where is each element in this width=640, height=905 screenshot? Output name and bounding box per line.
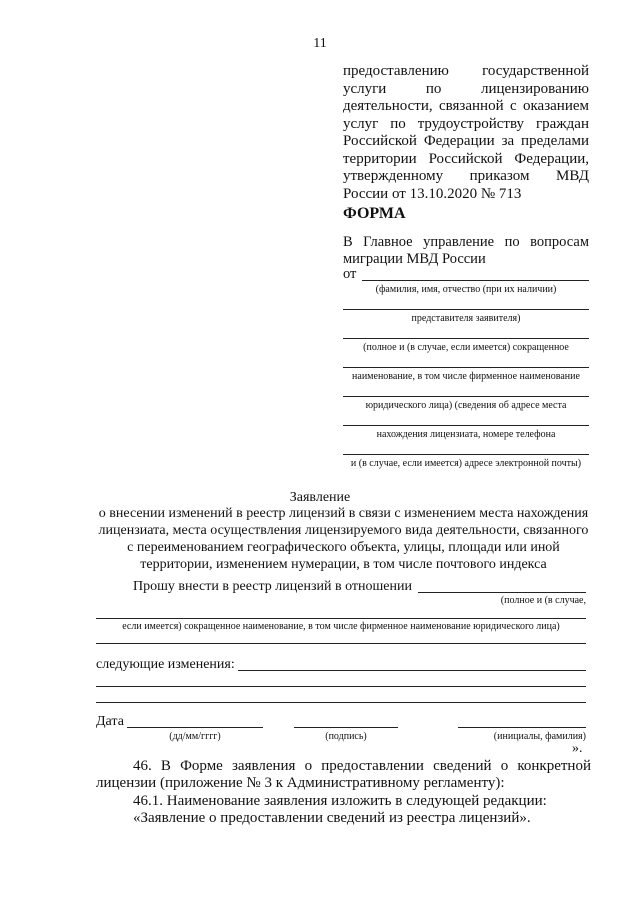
- applicant-line-4[interactable]: [343, 367, 589, 368]
- initials-caption: (инициалы, фамилия): [493, 731, 586, 742]
- initials-line[interactable]: [458, 727, 586, 728]
- applicant-line-6[interactable]: [343, 425, 589, 426]
- applicant-line-2[interactable]: [343, 309, 589, 310]
- statement-subtitle: о внесении изменений в реестр лицензий в связи с изменением места нахождения лицензиата, места осуществления лицензируемого вида деятельности, связанного с переименованием географического объекта, улицы, площади или иной территории, изменением нумерации, в том числе почтового индекса: [98, 506, 589, 572]
- paragraph-46-1: 46.1. Наименование заявления изложить в следующей редакции:: [133, 793, 547, 809]
- date-caption: (дд/мм/гггг): [169, 731, 221, 742]
- paragraph-46-1-quote: «Заявление о предоставлении сведений из реестра лицензий».: [133, 810, 531, 826]
- applicant-caption-7: и (в случае, если имеется) адресе электронной почты): [350, 458, 582, 469]
- closing-quote: ».: [572, 741, 583, 756]
- applicant-caption-3: (полное и (в случае, если имеется) сокращенное: [363, 342, 569, 353]
- applicant-caption-4: наименование, в том числе фирменное наименование: [352, 371, 580, 382]
- changes-line-1[interactable]: [238, 670, 586, 671]
- request-line-1[interactable]: [418, 592, 586, 593]
- addressee: В Главное управление по вопросам миграции МВД России: [343, 234, 589, 267]
- form-label: ФОРМА: [343, 205, 406, 222]
- request-line-3[interactable]: [96, 643, 586, 644]
- changes-line-2[interactable]: [96, 686, 586, 687]
- header-text: предоставлению государственной услуги по лицензированию деятельности, связанной с оказанием услуг по трудоустройству граждан Российской Федерации за пределами территории Российской Федерации, утвержденному приказом МВД России от 13.10.2020 № 713: [343, 63, 589, 202]
- paragraph-46: 46. В Форме заявления о предоставлении сведений о конкретной лицензии (приложение № 3 к Административному регламенту):: [96, 758, 591, 791]
- page-number: 11: [313, 36, 327, 51]
- applicant-line-7[interactable]: [343, 454, 589, 455]
- date-line[interactable]: [127, 727, 263, 728]
- applicant-line-5[interactable]: [343, 396, 589, 397]
- request-line-2[interactable]: [96, 618, 586, 619]
- applicant-caption-6: нахождения лицензиата, номере телефона: [376, 429, 556, 440]
- date-label: Дата: [96, 714, 124, 729]
- request-caption-2: если имеется) сокращенное наименование, в том числе фирменное наименование юридического лица): [122, 621, 560, 632]
- applicant-line-3[interactable]: [343, 338, 589, 339]
- applicant-line-1[interactable]: [362, 280, 589, 281]
- statement-title: Заявление: [289, 490, 351, 505]
- signature-line[interactable]: [294, 727, 398, 728]
- applicant-caption-1: (фамилия, имя, отчество (при их наличии): [375, 284, 557, 295]
- changes-line-3[interactable]: [96, 702, 586, 703]
- changes-label: следующие изменения:: [96, 657, 235, 672]
- applicant-caption-2: представителя заявителя): [411, 313, 521, 324]
- from-label: от: [343, 266, 357, 282]
- request-caption-1: (полное и (в случае,: [500, 595, 586, 606]
- applicant-caption-5: юридического лица) (сведения об адресе места: [365, 400, 567, 411]
- signature-caption: (подпись): [325, 731, 367, 742]
- request-text: Прошу внести в реестр лицензий в отношении: [133, 579, 412, 594]
